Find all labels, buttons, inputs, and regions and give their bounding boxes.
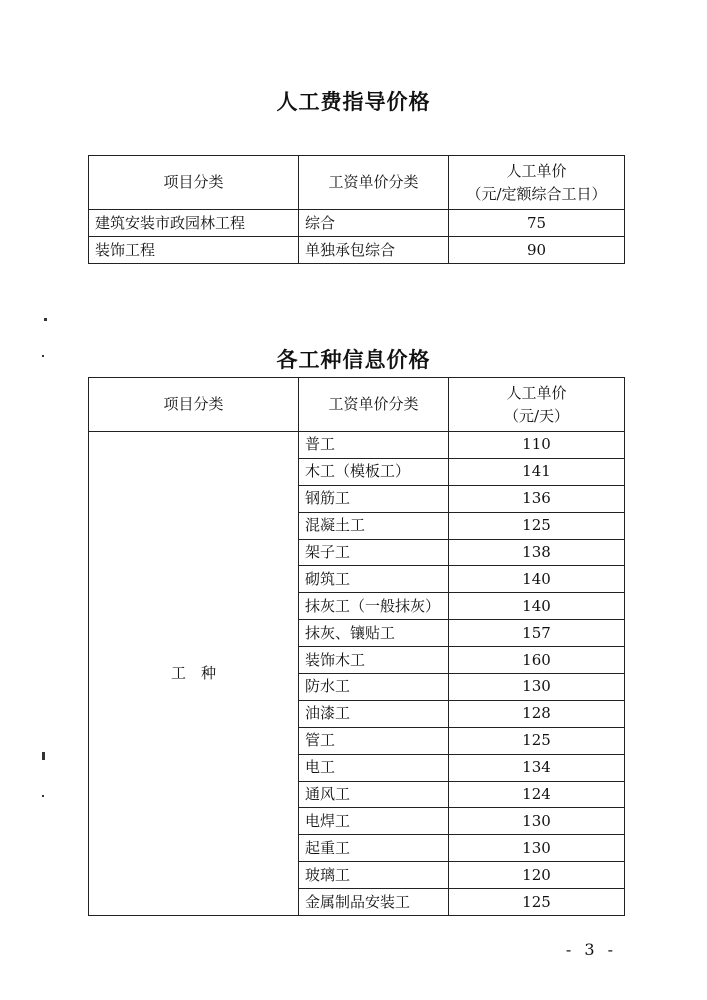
scan-mark [44,318,47,321]
cell-price: 138 [449,539,625,566]
cell-trade: 架子工 [299,539,449,566]
cell-trade: 抹灰、镶贴工 [299,620,449,647]
cell-trade: 普工 [299,432,449,459]
cell-category: 装饰工程 [89,237,299,264]
cell-trade: 电焊工 [299,808,449,835]
header-unit-price-line2: （元/定额综合工日） [466,184,607,203]
header-unit-price-line1: 人工单价 [506,383,567,402]
header-unit-price-line2: （元/天） [503,406,570,425]
cell-price: 75 [449,210,625,237]
scan-mark [42,355,44,357]
cell-price: 160 [449,647,625,674]
table-row [89,237,625,264]
header-unit-price [449,378,625,432]
trade-rows [89,432,625,916]
scan-mark [42,795,44,797]
cell-price: 110 [449,432,625,459]
header-wage-class: 工资单价分类 [299,378,449,432]
cell-trade: 金属制品安装工 [299,889,449,916]
cell-trade: 混凝土工 [299,512,449,539]
cell-trade: 钢筋工 [299,485,449,512]
header-unit-price [449,156,625,210]
cell-trade: 砌筑工 [299,566,449,593]
table-header-row [89,156,625,210]
cell-wage-class: 单独承包综合 [299,237,449,264]
cell-price: 130 [449,674,625,701]
cell-group-label: 工 种 [89,432,299,916]
cell-trade: 木工（模板工） [299,458,449,485]
scan-mark [42,752,45,760]
cell-price: 130 [449,808,625,835]
cell-trade: 玻璃工 [299,862,449,889]
labor-guide-price-table [88,155,625,264]
section-title-trade-info-price: 各工种信息价格 [276,348,431,372]
cell-price: 130 [449,835,625,862]
section-title-labor-guide-price: 人工费指导价格 [276,90,431,114]
cell-trade: 抹灰工（一般抹灰） [299,593,449,620]
cell-price: 125 [449,512,625,539]
header-unit-price-line1: 人工单价 [506,161,567,180]
table-row [89,210,625,237]
cell-price: 136 [449,485,625,512]
cell-price: 134 [449,754,625,781]
cell-price: 128 [449,700,625,727]
cell-trade: 通风工 [299,781,449,808]
cell-trade: 电工 [299,754,449,781]
cell-price: 157 [449,620,625,647]
cell-price: 90 [449,237,625,264]
cell-trade: 防水工 [299,674,449,701]
header-wage-class: 工资单价分类 [299,156,449,210]
cell-price: 124 [449,781,625,808]
cell-price: 140 [449,593,625,620]
table-row [89,432,625,459]
cell-wage-class: 综合 [299,210,449,237]
page-number: - 3 - [565,940,617,959]
cell-price: 125 [449,889,625,916]
cell-price: 125 [449,727,625,754]
cell-trade: 起重工 [299,835,449,862]
table-header-row [89,378,625,432]
trade-info-price-table [88,377,625,916]
header-category: 项目分类 [89,156,299,210]
cell-price: 141 [449,458,625,485]
header-category: 项目分类 [89,378,299,432]
cell-price: 140 [449,566,625,593]
cell-price: 120 [449,862,625,889]
cell-trade: 装饰木工 [299,647,449,674]
cell-category: 建筑安装市政园林工程 [89,210,299,237]
cell-trade: 油漆工 [299,700,449,727]
cell-trade: 管工 [299,727,449,754]
